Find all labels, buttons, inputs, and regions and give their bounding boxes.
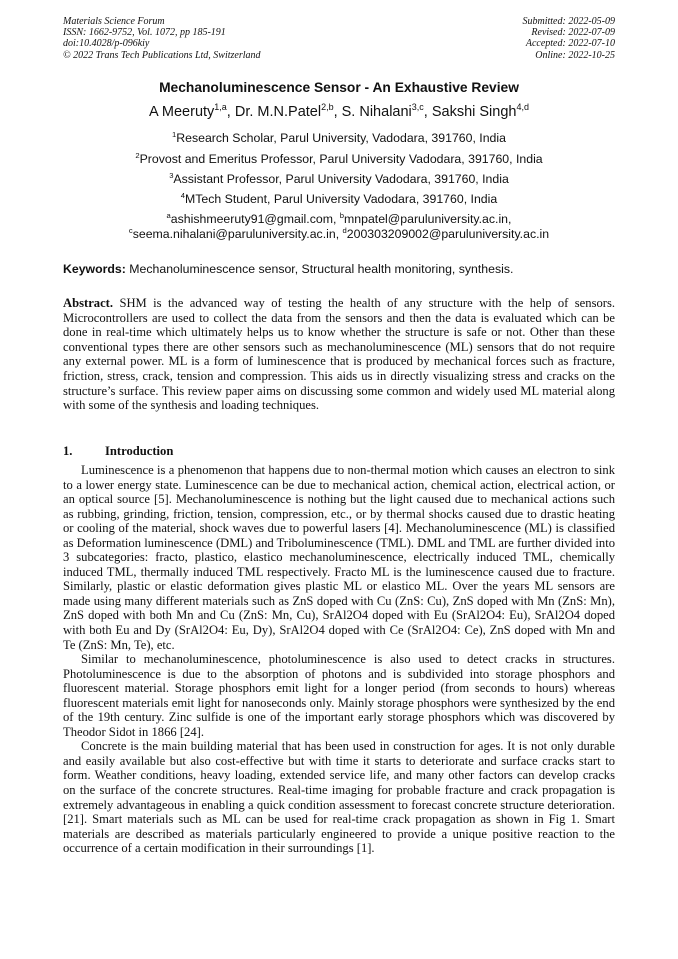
- section-heading: [63, 444, 173, 459]
- affiliation: $^1$Research Scholar, Parul University, Vadodara, 391760, India: [172, 129, 506, 145]
- keywords-text: Mechanoluminescence sensor, Structural health monitoring, synthesis.: [129, 262, 514, 276]
- author-name: A Meeruty: [149, 104, 215, 120]
- submitted-date: Submitted: 2022-05-09: [522, 16, 615, 27]
- section-body: [63, 463, 615, 856]
- author-name: Dr. M.N.Patel: [234, 104, 322, 120]
- doi: doi:10.4028/p-096kiy: [63, 38, 150, 50]
- affiliation: $^4$MTech Student, Parul University Vadodara, 391760, India: [180, 190, 498, 206]
- keywords-label: Keywords:: [63, 262, 126, 276]
- abstract-text: SHM is the advanced way of testing the health of any structure with the help of sensors. Microcontrollers are used to collect the data from the sensors and then the data is evaluated which can be done in real-time which ultimately helps us to know whether the structure is safe or not. Other than these conventional types there are other sensors such as mechanoluminescence (ML) sensors that do not require any external power. ML is a form of luminescence that is produced by mechanical forces such as fracture, friction, stress, crack, tension and compression. This aids us in directly visualizing stress and cracks on the structure’s surface. This review paper aims on discussing some common and widely used ML material along with some of the synthesis and loading techniques.: [63, 296, 616, 413]
- paragraph: Similar to mechanoluminescence, photoluminescence is also used to detect cracks in structures. Photoluminescence is due to the absorption of photons and is subdivided into storage phosphors and fluorescent material. Storage phosphors emit light for a longer period (from seconds to hours) whereas fluorescent materials emit light for nanoseconds only. Mainly storage phosphors were synthesized by the end of the 19th century. Zinc sulfide is one of the important early storage phosphors which was discovered by Theodor Sidot in 1866 [24].: [63, 652, 615, 739]
- affiliation: $^2$Provost and Emeritus Professor, Parul University Vadodara, 391760, India: [135, 150, 543, 166]
- abstract: [63, 296, 615, 413]
- revised-date: Revised: 2022-07-09: [531, 27, 615, 39]
- author-superscript: 1,a: [214, 102, 227, 113]
- journal-name: Materials Science Forum: [63, 16, 165, 27]
- author-superscript: 2,b: [321, 102, 334, 113]
- author-superscript: 4,d: [516, 102, 529, 113]
- journal-info: [63, 16, 261, 61]
- publication-dates: [523, 16, 616, 61]
- author-superscript: 3,c: [411, 102, 424, 113]
- paragraph: Concrete is the main building material that has been used in construction for ages. It is not only durable and easily available but also cost-effective but with time it starts to deteriorate and surface cracks start to form. Weather conditions, heavy loading, extended service life, and many other factors can develop cracks on the surface of the concrete structures. Real-time imaging for probable fracture and crack propagation is extremely advantageous in enabling a quick condition assessment to forecast concrete structure deterioration. [21]. Smart materials such as ML can be used for real-time crack propagation as shown in Fig 1. Smart materials are described as materials particularly engineered to provide a unique positive reaction to the occurrence of a certain modification in their surroundings [1].: [63, 739, 615, 856]
- issn: ISSN: 1662-9752, Vol. 1072, pp 185-191: [63, 27, 226, 39]
- keywords: [63, 262, 623, 276]
- section-number: 1.: [63, 444, 73, 458]
- email-list: $^a$ashishmeeruty91@gmail.com, $^b$mnpatel@paruluniversity.ac.in, $^c$seema.nihalani@paruluniversity.ac.in, $^d$200303209002@paruluniversity.ac.in: [128, 210, 550, 241]
- email-link[interactable]: mnpatel@paruluniversity.ac.in: [344, 212, 509, 226]
- copyright: © 2022 Trans Tech Publications Ltd, Switzerland: [63, 49, 261, 61]
- email-link[interactable]: 200303209002@paruluniversity.ac.in: [346, 226, 550, 241]
- section-title: Introduction: [105, 444, 174, 458]
- affiliation: $^3$Assistant Professor, Parul University Vadodara, 391760, India: [169, 170, 509, 186]
- author-name: S. Nihalani: [341, 104, 412, 120]
- email-link[interactable]: ashishmeeruty91@gmail.com: [170, 212, 333, 226]
- paper-title: Mechanoluminescence Sensor - An Exhaustive Review: [159, 80, 519, 95]
- author-list: A Meeruty$^{1,a}$, Dr. M.N.Patel$^{2,b}$, S. Nihalani$^{3,c}$, Sakshi Singh$^{4,d}$: [149, 102, 529, 120]
- abstract-label: Abstract.: [63, 296, 114, 310]
- author-name: Sakshi Singh: [431, 104, 517, 120]
- accepted-date: Accepted: 2022-07-10: [525, 38, 615, 50]
- email-link[interactable]: seema.nihalani@paruluniversity.ac.in: [132, 226, 336, 241]
- online-date: Online: 2022-10-25: [535, 49, 615, 61]
- paragraph: Luminescence is a phenomenon that happens due to non-thermal motion which causes an electron to sink to a lower energy state. Luminescence can be due to mechanical action, chemical action, electrical action, or an optical source [5]. Mechanoluminescence is nothing but the light caused due to mechanical actions such as rubbing, grinding, friction, tension, compression, etc., or by thermal shocks caused due to drastic heating or cooling of the material, shock waves due to powerful lasers [4]. Mechanoluminescence (ML) is classified as Deformation luminescence (DML) and Triboluminescence (TML). DML and TML are further divided into 3 subcategories: fracto, plastico, elastico mechanoluminescence, electrically induced TML, chemically induced TML, thermally induced TML respectively. Fracto ML is the luminescence caused due to fracture. Similarly, plastic or elastic deformation gives plastic ML or elastico ML. Over the years ML sensors are made using many different materials such as ZnS doped with Cu (ZnS: Cu), ZnS doped with Mn (ZnS: Mn), ZnS doped with both Mn and Cu (ZnS: Mn, Cu), SrAl2O4 doped with Eu (SrAl2O4: Eu), SrAl2O4 doped with both Eu and Dy (SrAl2O4: Eu, Dy), SrAl2O4 doped with Ce (SrAl2O4: Ce), ZnS doped with Mn and Te (ZnS: Mn, Te), etc.: [63, 463, 615, 652]
